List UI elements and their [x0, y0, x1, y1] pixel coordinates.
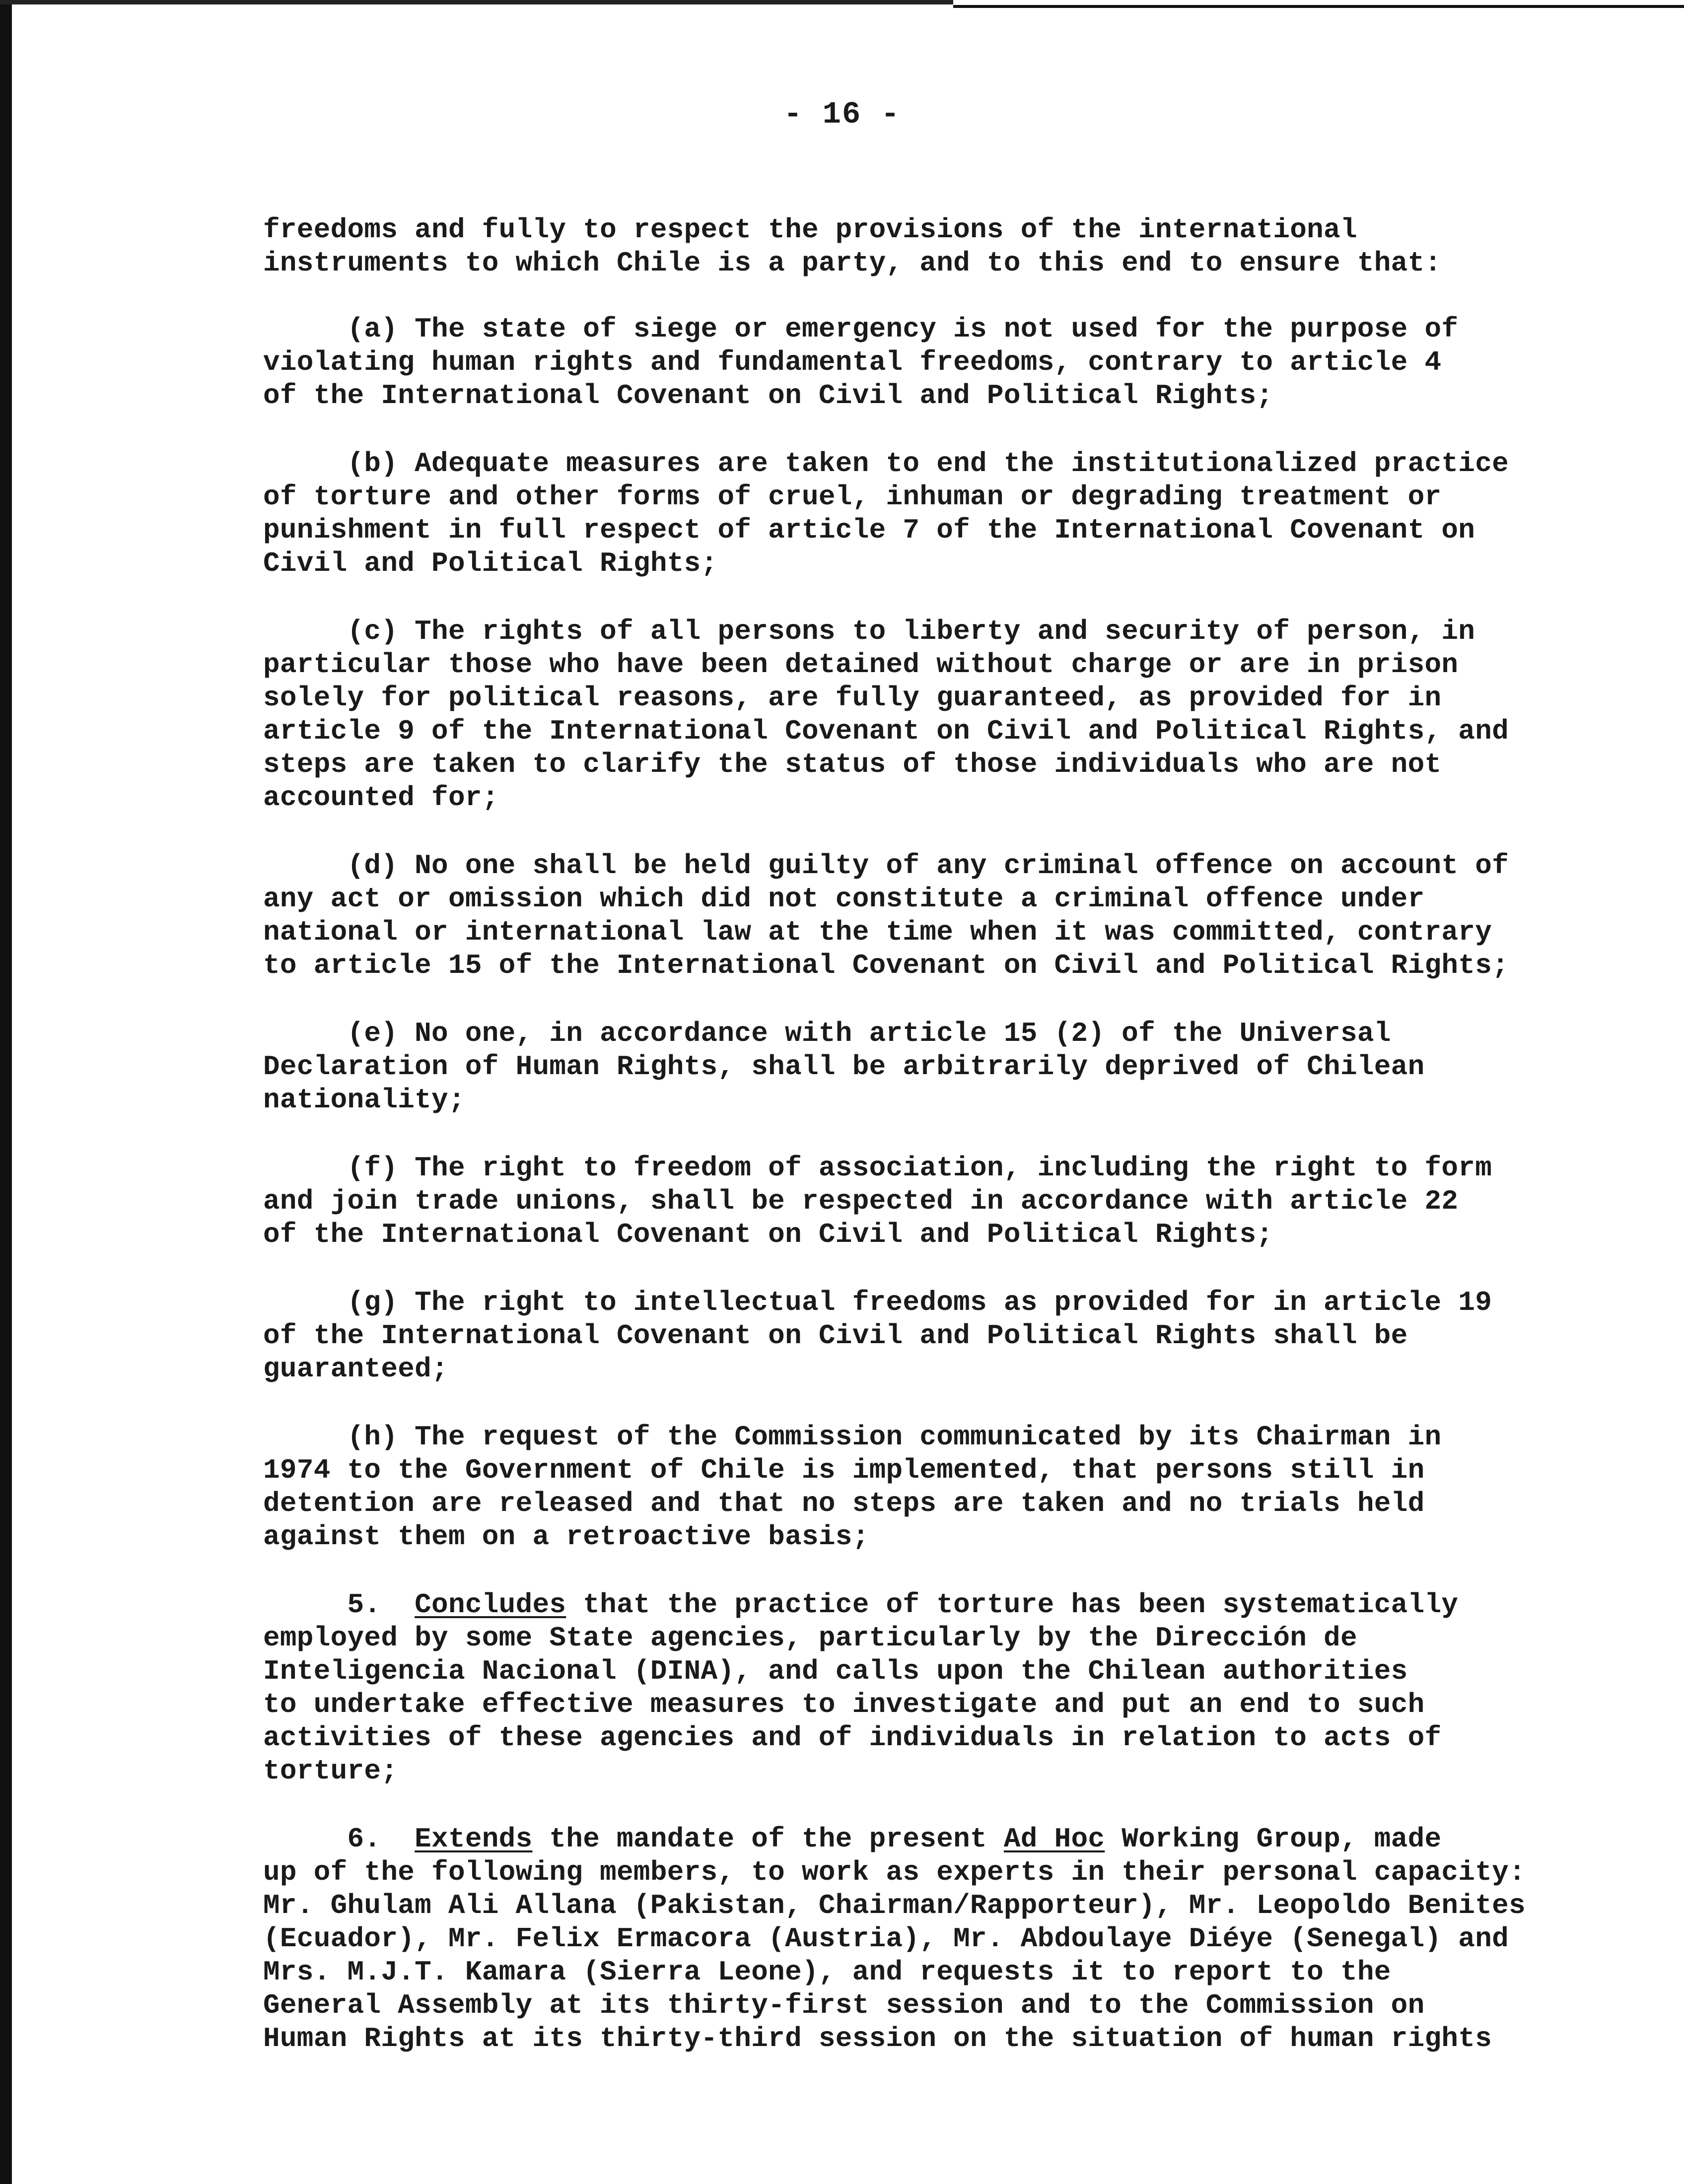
scan-edge-top-right	[953, 5, 1684, 8]
paragraph-6-text-b: Working Group, made up of the following members, to work as experts in their personal capacity: Mr. Ghulam Ali Allana (Pakistan, Chairman/Rapporteur), Mr. Leopoldo Benites (Ecuador), Mr. Felix Ermacora (Austria), Mr. Abdoulaye Diéye (Senegal) and Mrs. M.J.T. Kamara (Sierra Leone), and requests it to report to the General Assembly at its thirty-first session and to the Commission on Human Rights at its thirty-third session on the situation of human rights	[263, 1823, 1526, 2054]
item-f: (f) The right to freedom of association, including the right to form and join trade unions, shall be respected in accordance with article 22 of the International Covenant on Civil and Political Rights;	[263, 1152, 1492, 1250]
paragraph-6-keyword: Extends	[415, 1823, 533, 1855]
paragraph-5-number: 5.	[347, 1589, 381, 1621]
item-d: (d) No one shall be held guilty of any criminal offence on account of any act or omission which did not constitute a criminal offence under national or international law at the time when it was committed, contrary to article 15 of the International Covenant on Civil and Political Rights;	[263, 850, 1509, 981]
item-g: (g) The right to intellectual freedoms as provided for in article 19 of the International Covenant on Civil and Political Rights shall be guaranteed;	[263, 1287, 1492, 1385]
item-c: (c) The rights of all persons to liberty and security of person, in particular those who have been detained without charge or are in prison solely for political reasons, are fully guaranteed, as provided for in article 9 of the International Covenant on Civil and Political Rights, and steps are taken to clarify the status of those individuals who are not accounted for;	[263, 615, 1509, 814]
page-number: - 16 -	[783, 97, 901, 132]
paragraph-5	[263, 1588, 1574, 1788]
paragraph-6-number: 6.	[347, 1823, 381, 1855]
scan-edge-top	[0, 0, 953, 4]
document-body	[263, 213, 1574, 2055]
paragraph-6	[263, 1823, 1574, 2055]
item-b: (b) Adequate measures are taken to end the institutionalized practice of torture and other forms of cruel, inhuman or degrading treatment or punishment in full respect of article 7 of the International Covenant on Civil and Political Rights;	[263, 448, 1509, 579]
item-a: (a) The state of siege or emergency is not used for the purpose of violating human rights and fundamental freedoms, contrary to article 4 of the International Covenant on Civil and Political Rights;	[263, 313, 1459, 411]
paragraph-5-keyword: Concludes	[415, 1589, 566, 1621]
scan-edge-left	[0, 0, 12, 2184]
paragraph-6-text-a: the mandate of the present	[532, 1823, 1004, 1855]
item-h: (h) The request of the Commission communicated by its Chairman in 1974 to the Government of Chile is implemented, that persons still in detention are released and that no steps are taken and no trials held against them on a retroactive basis;	[263, 1421, 1442, 1553]
intro-paragraph: freedoms and fully to respect the provisions of the international instruments to which Chile is a party, and to this end to ensure that:	[263, 214, 1442, 279]
paragraph-6-adhoc: Ad Hoc	[1003, 1823, 1105, 1855]
item-e: (e) No one, in accordance with article 15 (2) of the Universal Declaration of Human Rights, shall be arbitrarily deprived of Chilean nationality;	[263, 1018, 1425, 1116]
paragraph-5-text: that the practice of torture has been systematically employed by some State agencies, particularly by the Dirección de Inteligencia Nacional (DINA), and calls upon the Chilean authorities to undertake effective measures to investigate and put an end to such activities of these agencies and of individuals in relation to acts of torture;	[263, 1589, 1459, 1787]
